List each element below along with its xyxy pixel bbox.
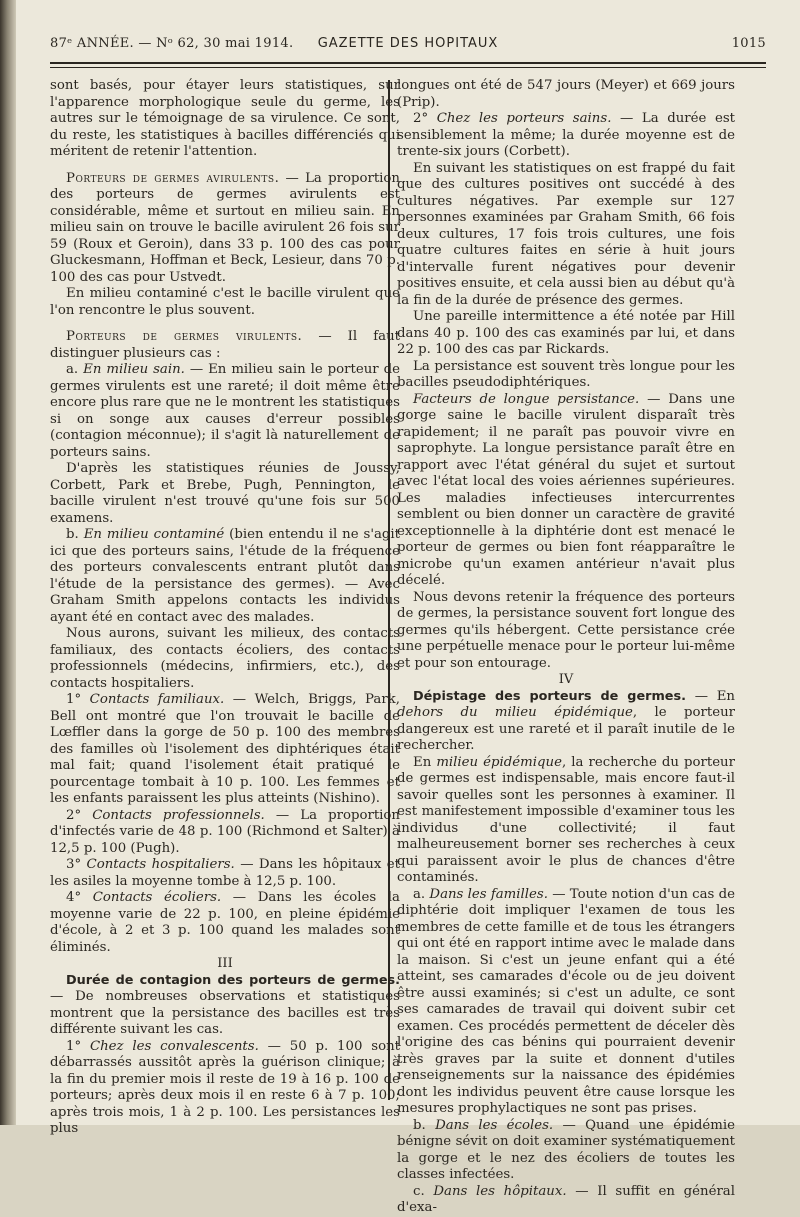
paragraph: Nous aurons, suivant les milieux, des contacts familiaux, des contacts écoliers, des contacts professionnels (médecins, infirmiers, etc.), des contacts hospitaliers. [50, 626, 400, 691]
section-heading: Durée de contagion des porteurs de germes. [66, 972, 400, 988]
paragraph: a. En milieu sain. — En milieu sain le porteur de germes virulents est une rareté; il doit même être encore plus rare que ne le montrent les statistiques si on songe aux causes d'erreur possibles (contagion méconnue); il s'agit là naturellement de porteurs sains. [50, 362, 400, 460]
section-number: III [217, 956, 233, 971]
paragraph: En milieu épidémique, la recherche du porteur de germes est indispensable, mais encore faut-il savoir quelles sont les personnes à examiner. Il est manifestement impossible d'examiner tous les individus d'une collectivité; il faut malheureusement borner ses recherches à ceux qui paraissent avoir le plus de chances d'être contaminés. [397, 754, 735, 885]
paragraph: sont basés, pour étayer leurs statistiques, sur l'apparence morphologique seule du germe, les autres sur le témoignage de sa virulence. Ce sont, du reste, les statistiques à bacilles différenciés qui méritent de retenir l'attention. [50, 78, 400, 159]
paragraph: Porteurs de germes avirulents. — La proportion des porteurs de germes avirulents est considérable, même et surtout en milieu sain. En milieu sain on trouve le bacille avirulent 26 fois sur 59 (Roux et Geroin), dans 33 p. 100 des cas pour Gluckesmann, Hoffman et Beck, Lesieur, dans 70 p. 100 des cas pour Ustvedt. [50, 170, 400, 285]
page-header [50, 36, 766, 58]
section-heading: Dépistage des porteurs de germes. [413, 688, 686, 704]
paragraph: Nous devons retenir la fréquence des porteurs de germes, la persistance souvent fort longue des germes qu'ils hébergent. Cette persistance crée une perpétuelle menace pour le porteur lui-même et pour son entourage. [397, 589, 735, 671]
section-number: IV [558, 672, 574, 687]
paragraph: 1° Contacts familiaux. — Welch, Briggs, Park, Bell ont montré que l'on trouvait le bacille de Lœffler dans la gorge de 50 p. 100 des membres des familles où l'isolement des diphtériques était mal fait; quand l'isolement était pratiqué le pourcentage tombait à 10 p. 100. Les femmes et les enfants paraissent les plus atteints (Nishino). [50, 692, 400, 806]
header-rule-thin [50, 67, 766, 68]
paragraph: b. En milieu contaminé (bien entendu il ne s'agit ici que des porteurs sains, l'étude de la fréquence des porteurs convalescents entrant plutôt dans l'étude de la persistance des germes). — Avec Graham Smith appelons contacts les individus ayant été en contact avec des malades. [50, 527, 401, 625]
paragraph: D'après les statistiques réunies de Joussy, Corbett, Park et Brebe, Pugh, Pennington, le bacille virulent n'est trouvé qu'une fois sur 500 examens. [50, 461, 400, 526]
section-heading: Porteurs de germes virulents. [66, 329, 303, 344]
paragraph: 2° Chez les porteurs sains. — La durée est sensiblement la même; la durée moyenne est de trente-six jours (Corbett). [397, 111, 736, 159]
paragraph: 4° Contacts écoliers. — Dans les écoles la moyenne varie de 22 p. 100, en pleine épidémie d'école, à 2 et 3 p. 100 quand les malades sont éliminés. [50, 890, 400, 955]
paragraph: b. Dans les écoles. — Quand une épidémie bénigne sévit on doit examiner systématiquement la gorge et le nez des écoliers de toutes les classes infectées. [397, 1117, 736, 1182]
header-rule-thick [50, 62, 766, 64]
paragraph: 3° Contacts hospitaliers. — Dans les hôpitaux et les asiles la moyenne tombe à 12,5 p. 100. [50, 857, 400, 889]
page-binding-edge [0, 0, 16, 1125]
paragraph: Facteurs de longue persistance. — Dans une gorge saine le bacille virulent disparaît très rapidement; il ne paraît pas pouvoir vivre en saprophyte. La longue persistance paraît être en rapport avec l'état général du sujet et surtout avec l'état local des voies aériennes supérieures. Les maladies infectieuses intercurrentes semblent ou bien donner un caractère de gravité exceptionnelle à la diphtérie dont est menacé le porteur de germes ou bien font réapparaître le microbe qu'un examen antérieur n'avait plus décelé. [397, 391, 736, 588]
paragraph: c. Dans les hôpitaux. — Il suffit en général d'exa- [397, 1183, 735, 1215]
paragraph: Durée de contagion des porteurs de germes. — De nombreuses observations et statistiques montrent que la persistance des bacilles est très différente suivant les cas. [50, 972, 400, 1037]
paragraph: En suivant les statistiques on est frappé du fait que des cultures positives ont succédé à des cultures négatives. Par exemple sur 127 personnes examinées par Graham Smith, 66 fois deux cultures, 17 fois trois cultures, une fois quatre cultures faites en série à huit jours d'intervalle furent négatives pour devenir positives ensuite, et cela aussi bien au début qu'à la fin de la durée de présence des germes. [397, 160, 735, 308]
paragraph: Dépistage des porteurs de germes. — En dehors du milieu épidémique, le porteur dangereux est une rareté et il paraît inutile de le rechercher. [397, 688, 735, 753]
paragraph: 2° Contacts professionnels. — La proportion d'infectés varie de 48 p. 100 (Richmond et Salter) à 12,5 p. 100 (Pugh). [50, 807, 400, 856]
paragraph: 1° Chez les convalescents. — 50 p. 100 sont débarrassés aussitôt après la guérison clinique; à la fin du premier mois il reste de 19 à 16 p. 100 de porteurs; après deux mois il en reste 6 à 7 p. 100; après trois mois, 1 à 2 p. 100. Les persistances les plus [50, 1038, 400, 1136]
right-column [397, 78, 735, 1217]
paragraph: Une pareille intermittence a été notée par Hill dans 40 p. 100 des cas examinés par lui, et dans 22 p. 100 des cas par Rickards. [397, 309, 735, 357]
issue-info: 87ᵉ ANNÉE. — Nᵒ 62, 30 mai 1914. [50, 36, 294, 51]
paragraph: En milieu contaminé c'est le bacille virulent que l'on rencontre le plus souvent. [50, 286, 400, 318]
paragraph: a. Dans les familles. — Toute notion d'un cas de diphtérie doit impliquer l'examen de tous les membres de cette famille et de tous les étrangers qui ont été en rapport intime avec le malade dans la maison. Si c'est un jeune enfant qui a été atteint, ses camarades d'école ou de jeu doivent être aussi examinés; si c'est un adulte, ce sont ses camarades de travail qui doivent subir cet examen. Ces procédés permettent de déceler dès l'origine des cas bénins qui pourraient devenir très graves par la suite et donnent d'utiles renseignements sur la naissance des épidémies dont les individus peuvent être cause lorsque les mesures prophylactiques ne sont pas prises. [397, 886, 735, 1116]
paragraph: Porteurs de germes virulents. — Il faut distinguer plusieurs cas : [50, 329, 400, 361]
journal-title: GAZETTE DES HOPITAUX [317, 36, 499, 51]
section-heading: Porteurs de germes avirulents. [66, 170, 280, 186]
paragraph: La persistance est souvent très longue pour les bacilles pseudodiphtériques. [397, 358, 735, 390]
left-column [50, 78, 400, 1138]
paragraph: longues ont été de 547 jours (Meyer) et 669 jours (Prip). [397, 78, 735, 110]
page-number: 1015 [731, 36, 766, 51]
